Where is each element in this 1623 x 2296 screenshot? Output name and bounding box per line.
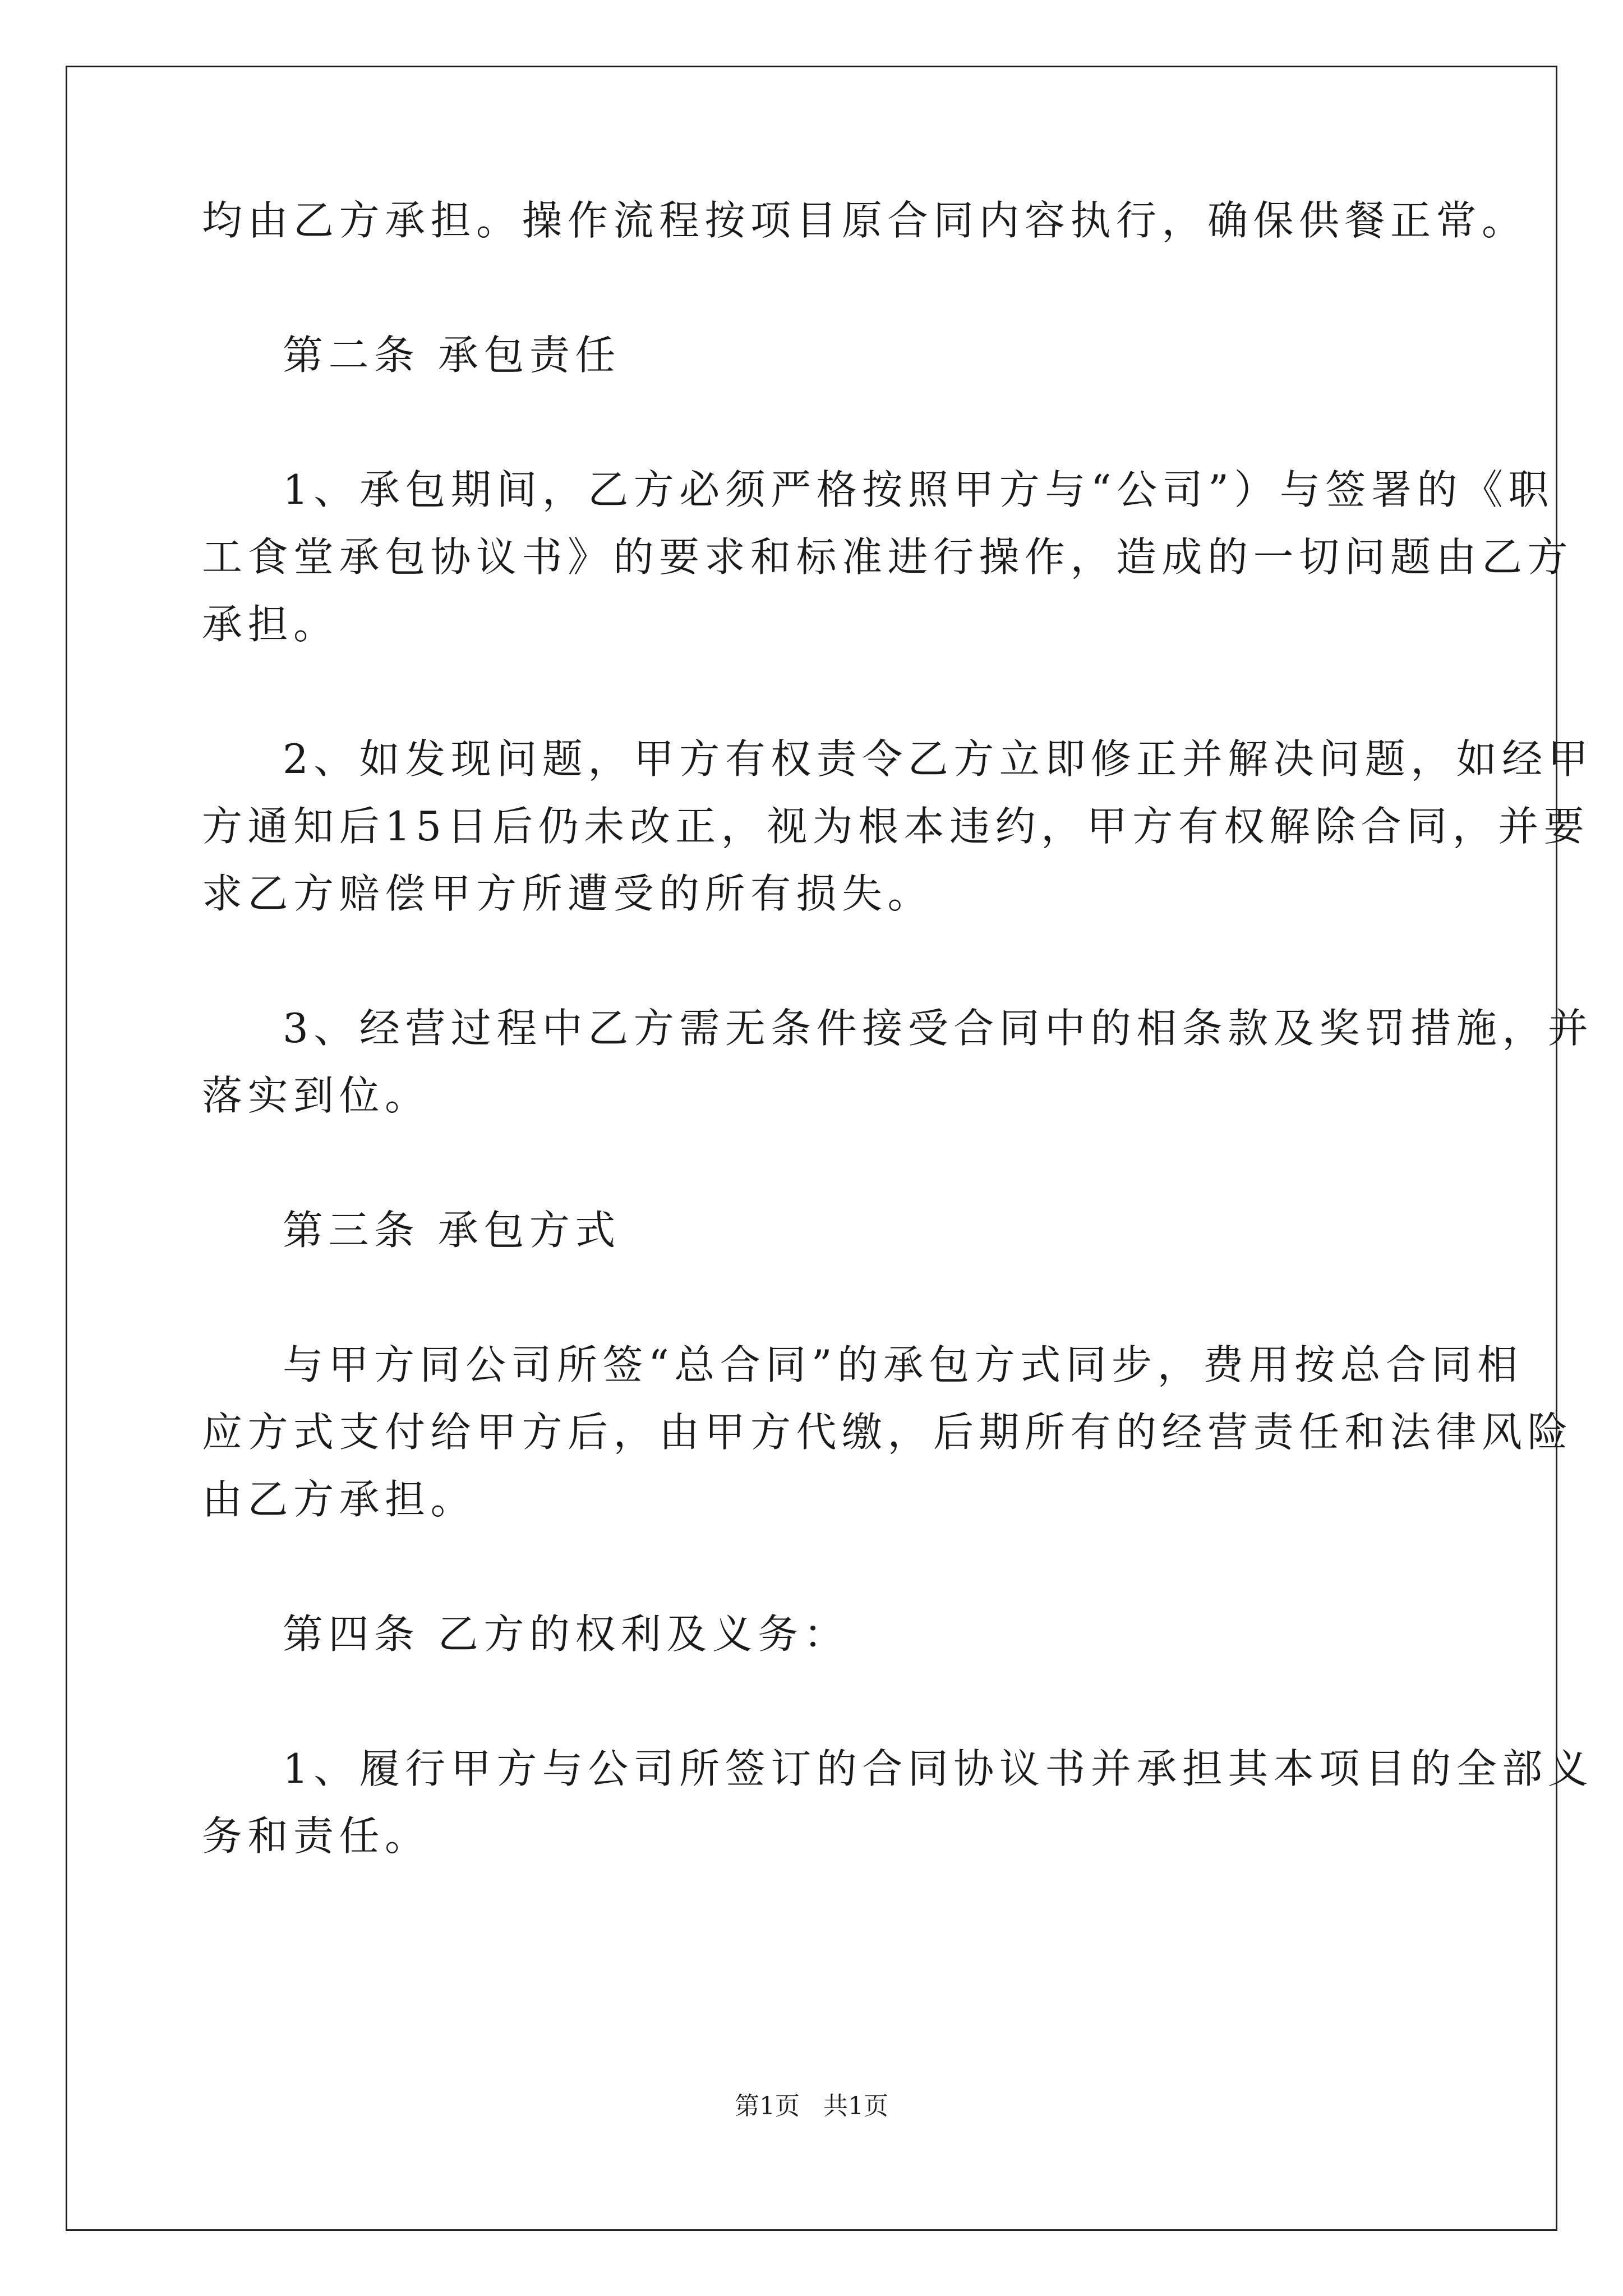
section-heading: 第三条 承包方式	[283, 1207, 621, 1254]
body-text-line: 承担。	[202, 601, 339, 648]
page-number-footer: 第1页 共1页	[735, 2092, 888, 2120]
page-border	[66, 66, 1557, 2231]
body-text-line: 1、承包期间，乙方必须严格按照甲方与“公司”）与签署的《职	[283, 466, 1554, 513]
body-text-line: 均由乙方承担。操作流程按项目原合同内容执行，确保供餐正常。	[202, 197, 1528, 244]
body-text-line: 与甲方同公司所签“总合同”的承包方式同步，费用按总合同相	[283, 1341, 1523, 1388]
body-text-line: 落实到位。	[202, 1072, 431, 1119]
body-text-line: 应方式支付给甲方后，由甲方代缴，后期所有的经营责任和法律风险	[202, 1409, 1574, 1456]
body-text-line: 3、经营过程中乙方需无条件接受合同中的相条款及奖罚措施，并	[283, 1005, 1594, 1052]
section-heading: 第四条 乙方的权利及义务：	[283, 1611, 850, 1658]
body-text-line: 工食堂承包协议书》的要求和标准进行操作，造成的一切问题由乙方	[202, 533, 1574, 581]
body-text-line: 求乙方赔偿甲方所遭受的所有损失。	[202, 870, 934, 917]
body-text-line: 方通知后15日后仍未改正，视为根本违约，甲方有权解除合同，并要	[202, 803, 1590, 850]
body-text-line: 务和责任。	[202, 1812, 431, 1860]
body-text-line: 由乙方承担。	[202, 1476, 477, 1523]
body-text-line: 1、履行甲方与公司所签订的合同协议书并承担其本项目的全部义	[283, 1745, 1594, 1792]
body-text-line: 2、如发现问题，甲方有权责令乙方立即修正并解决问题，如经甲	[283, 735, 1594, 783]
section-heading: 第二条 承包责任	[283, 332, 621, 379]
